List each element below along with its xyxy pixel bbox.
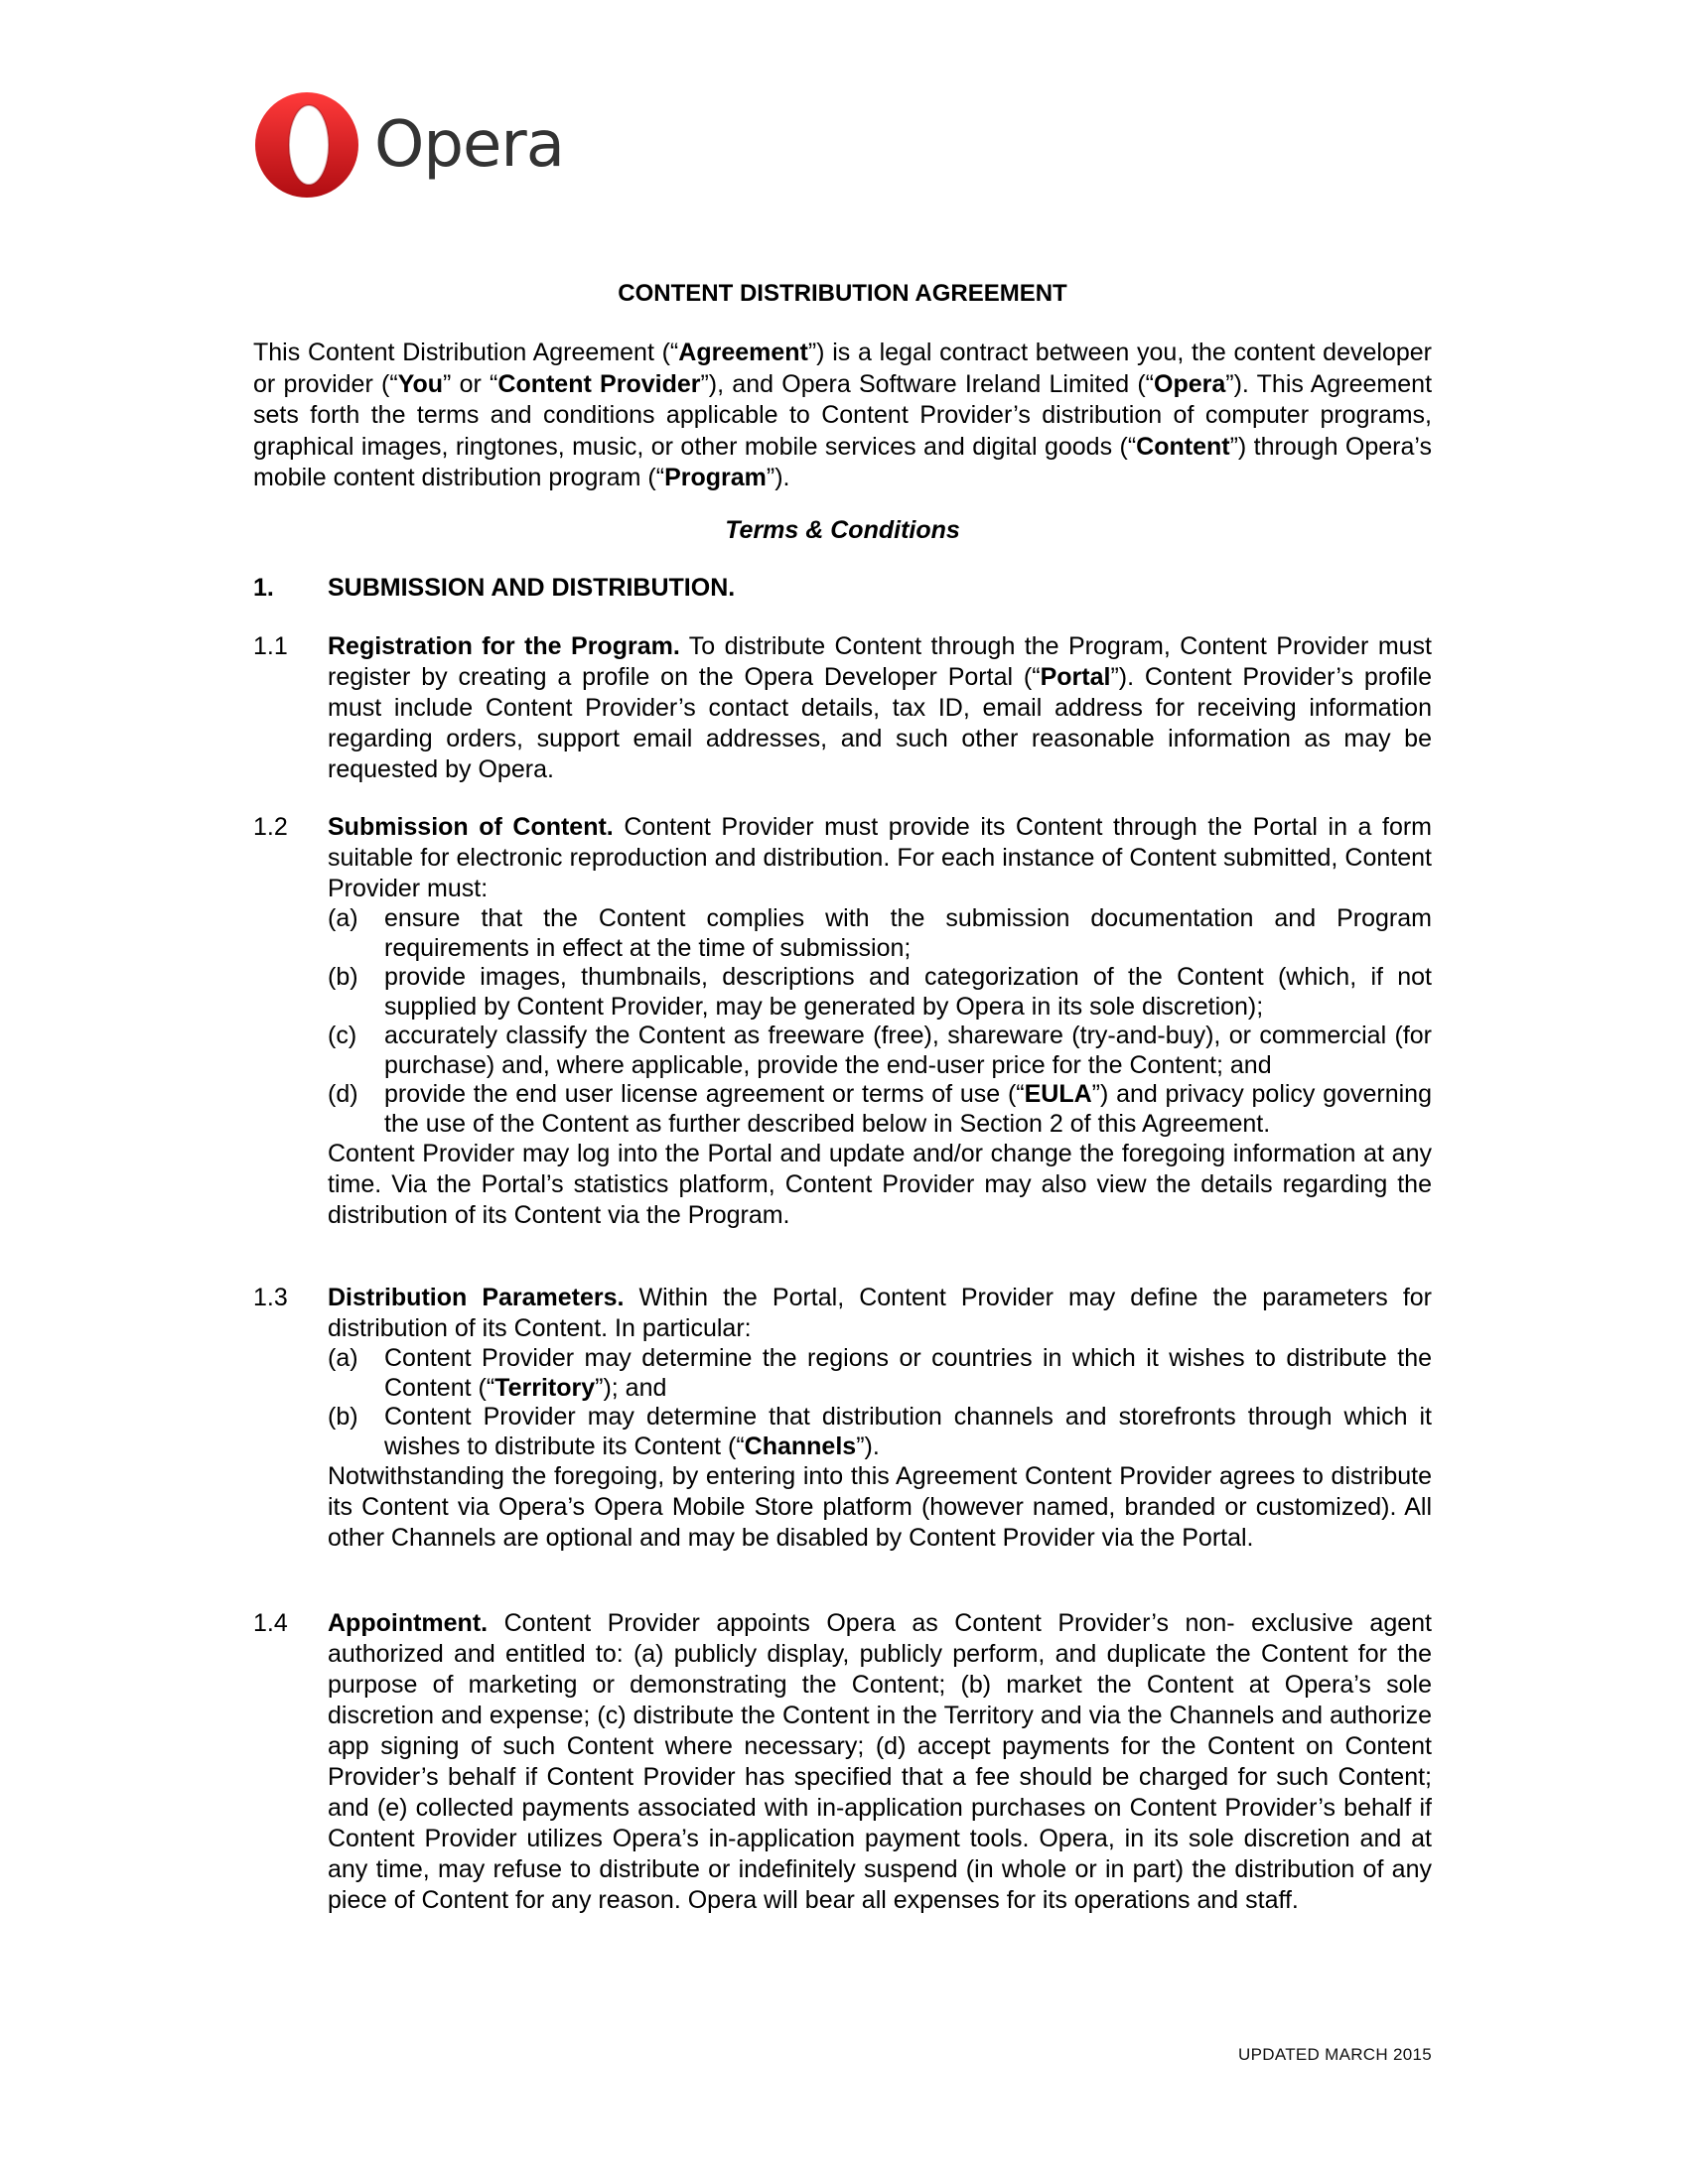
list-item: (c) accurately classify the Content as freeware (free), shareware (try-and-buy), or commercial (for purchase) and, where applicable, provide the end-user price for the Content; and (328, 1022, 1432, 1079)
clause-number: 1.3 (253, 1284, 288, 1311)
list-item: (b) Content Provider may determine that distribution channels and storefronts through which it wishes to distribute its Content (“Channels”). (328, 1403, 1432, 1460)
logo-wordmark: Opera (374, 108, 564, 182)
clause-trailing-paragraph: Content Provider may log into the Portal and update and/or change the foregoing information at any time. Via the Portal’s statistics platform, Content Provider may also view the details regarding the distribution of its Content via the Program. (328, 1140, 1432, 1229)
clause-number: 1.1 (253, 632, 288, 660)
clause-1-4 (253, 1608, 1432, 1916)
clause-1-2 (253, 812, 1432, 1231)
clause-number: 1.4 (253, 1609, 288, 1637)
clause-1-3 (253, 1283, 1432, 1554)
list-item: (b) provide images, thumbnails, descriptions and categorization of the Content (which, if not supplied by Content Provider, may be generated by Opera in its sole discretion); (328, 963, 1432, 1021)
section-number: 1. (253, 574, 274, 602)
section-1-heading (253, 574, 735, 603)
clause-body: Submission of Content. Content Provider must provide its Content through the Portal in a form suitable for electronic reproduction and distribution. For each instance of Content submitted, Content Provider must: (328, 813, 1432, 902)
list-item: (a) ensure that the Content complies with the submission documentation and Program requirements in effect at the time of submission; (328, 904, 1432, 962)
opera-logo (253, 91, 564, 199)
clause-number: 1.2 (253, 813, 288, 841)
list-item: (a) Content Provider may determine the regions or countries in which it wishes to distribute the Content (“Territory”); and (328, 1344, 1432, 1402)
footer-updated-date: UPDATED MARCH 2015 (1238, 2045, 1432, 2064)
section-title: SUBMISSION AND DISTRIBUTION. (328, 574, 736, 602)
terms-heading: Terms & Conditions (725, 516, 960, 544)
clause-trailing-paragraph: Notwithstanding the foregoing, by entering into this Agreement Content Provider agrees to distribute its Content via Opera’s Opera Mobile Store platform (however named, branded or customized). All other Channels are optional and may be disabled by Content Provider via the Portal. (328, 1462, 1432, 1552)
clause-1-1 (253, 631, 1432, 785)
opera-o-icon (253, 91, 360, 199)
clause-body: Distribution Parameters. Within the Portal, Content Provider may define the parameters for distribution of its Content. In particular: (328, 1284, 1432, 1342)
clause-body: Appointment. Content Provider appoints Opera as Content Provider’s non- exclusive agent authorized and entitled to: (a) publicly display, publicly perform, and duplicate the Content for the purpose of marketing or demonstrating the Content; (b) market the Content at Opera’s sole discretion and expense; (c) distribute the Content in the Territory and via the Channels and authorize app signing of such Content where necessary; (d) accept payments for the Content on Content Provider’s behalf if Content Provider has specified that a fee should be charged for such Content; and (e) collected payments associated with in-application purchases on Content Provider’s behalf if Content Provider utilizes Opera’s in-application payment tools. Opera, in its sole discretion and at any time, may refuse to distribute or indefinitely suspend (in whole or in part) the distribution of any piece of Content for any reason. Opera will bear all expenses for its operations and staff. (328, 1609, 1432, 1914)
list-item: (d) provide the end user license agreement or terms of use (“EULA”) and privacy policy governing the use of the Content as further described below in Section 2 of this Agreement. (328, 1080, 1432, 1138)
clause-body: Registration for the Program. To distribute Content through the Program, Content Provider must register by creating a profile on the Opera Developer Portal (“Portal”). Content Provider’s profile must include Content Provider’s contact details, tax ID, email address for receiving information regarding orders, support email addresses, and such other reasonable information as may be requested by Opera. (328, 632, 1432, 783)
document-title: CONTENT DISTRIBUTION AGREEMENT (618, 280, 1067, 307)
intro-paragraph: This Content Distribution Agreement (“Agreement”) is a legal contract between you, the content developer or provider (“You” or “Content Provider”), and Opera Software Ireland Limited (“Opera”). This Agreement sets forth the terms and conditions applicable to Content Provider’s distribution of computer programs, graphical images, ringtones, music, or other mobile services and digital goods (“Content”) through Opera’s mobile content distribution program (“Program”). (253, 339, 1433, 491)
